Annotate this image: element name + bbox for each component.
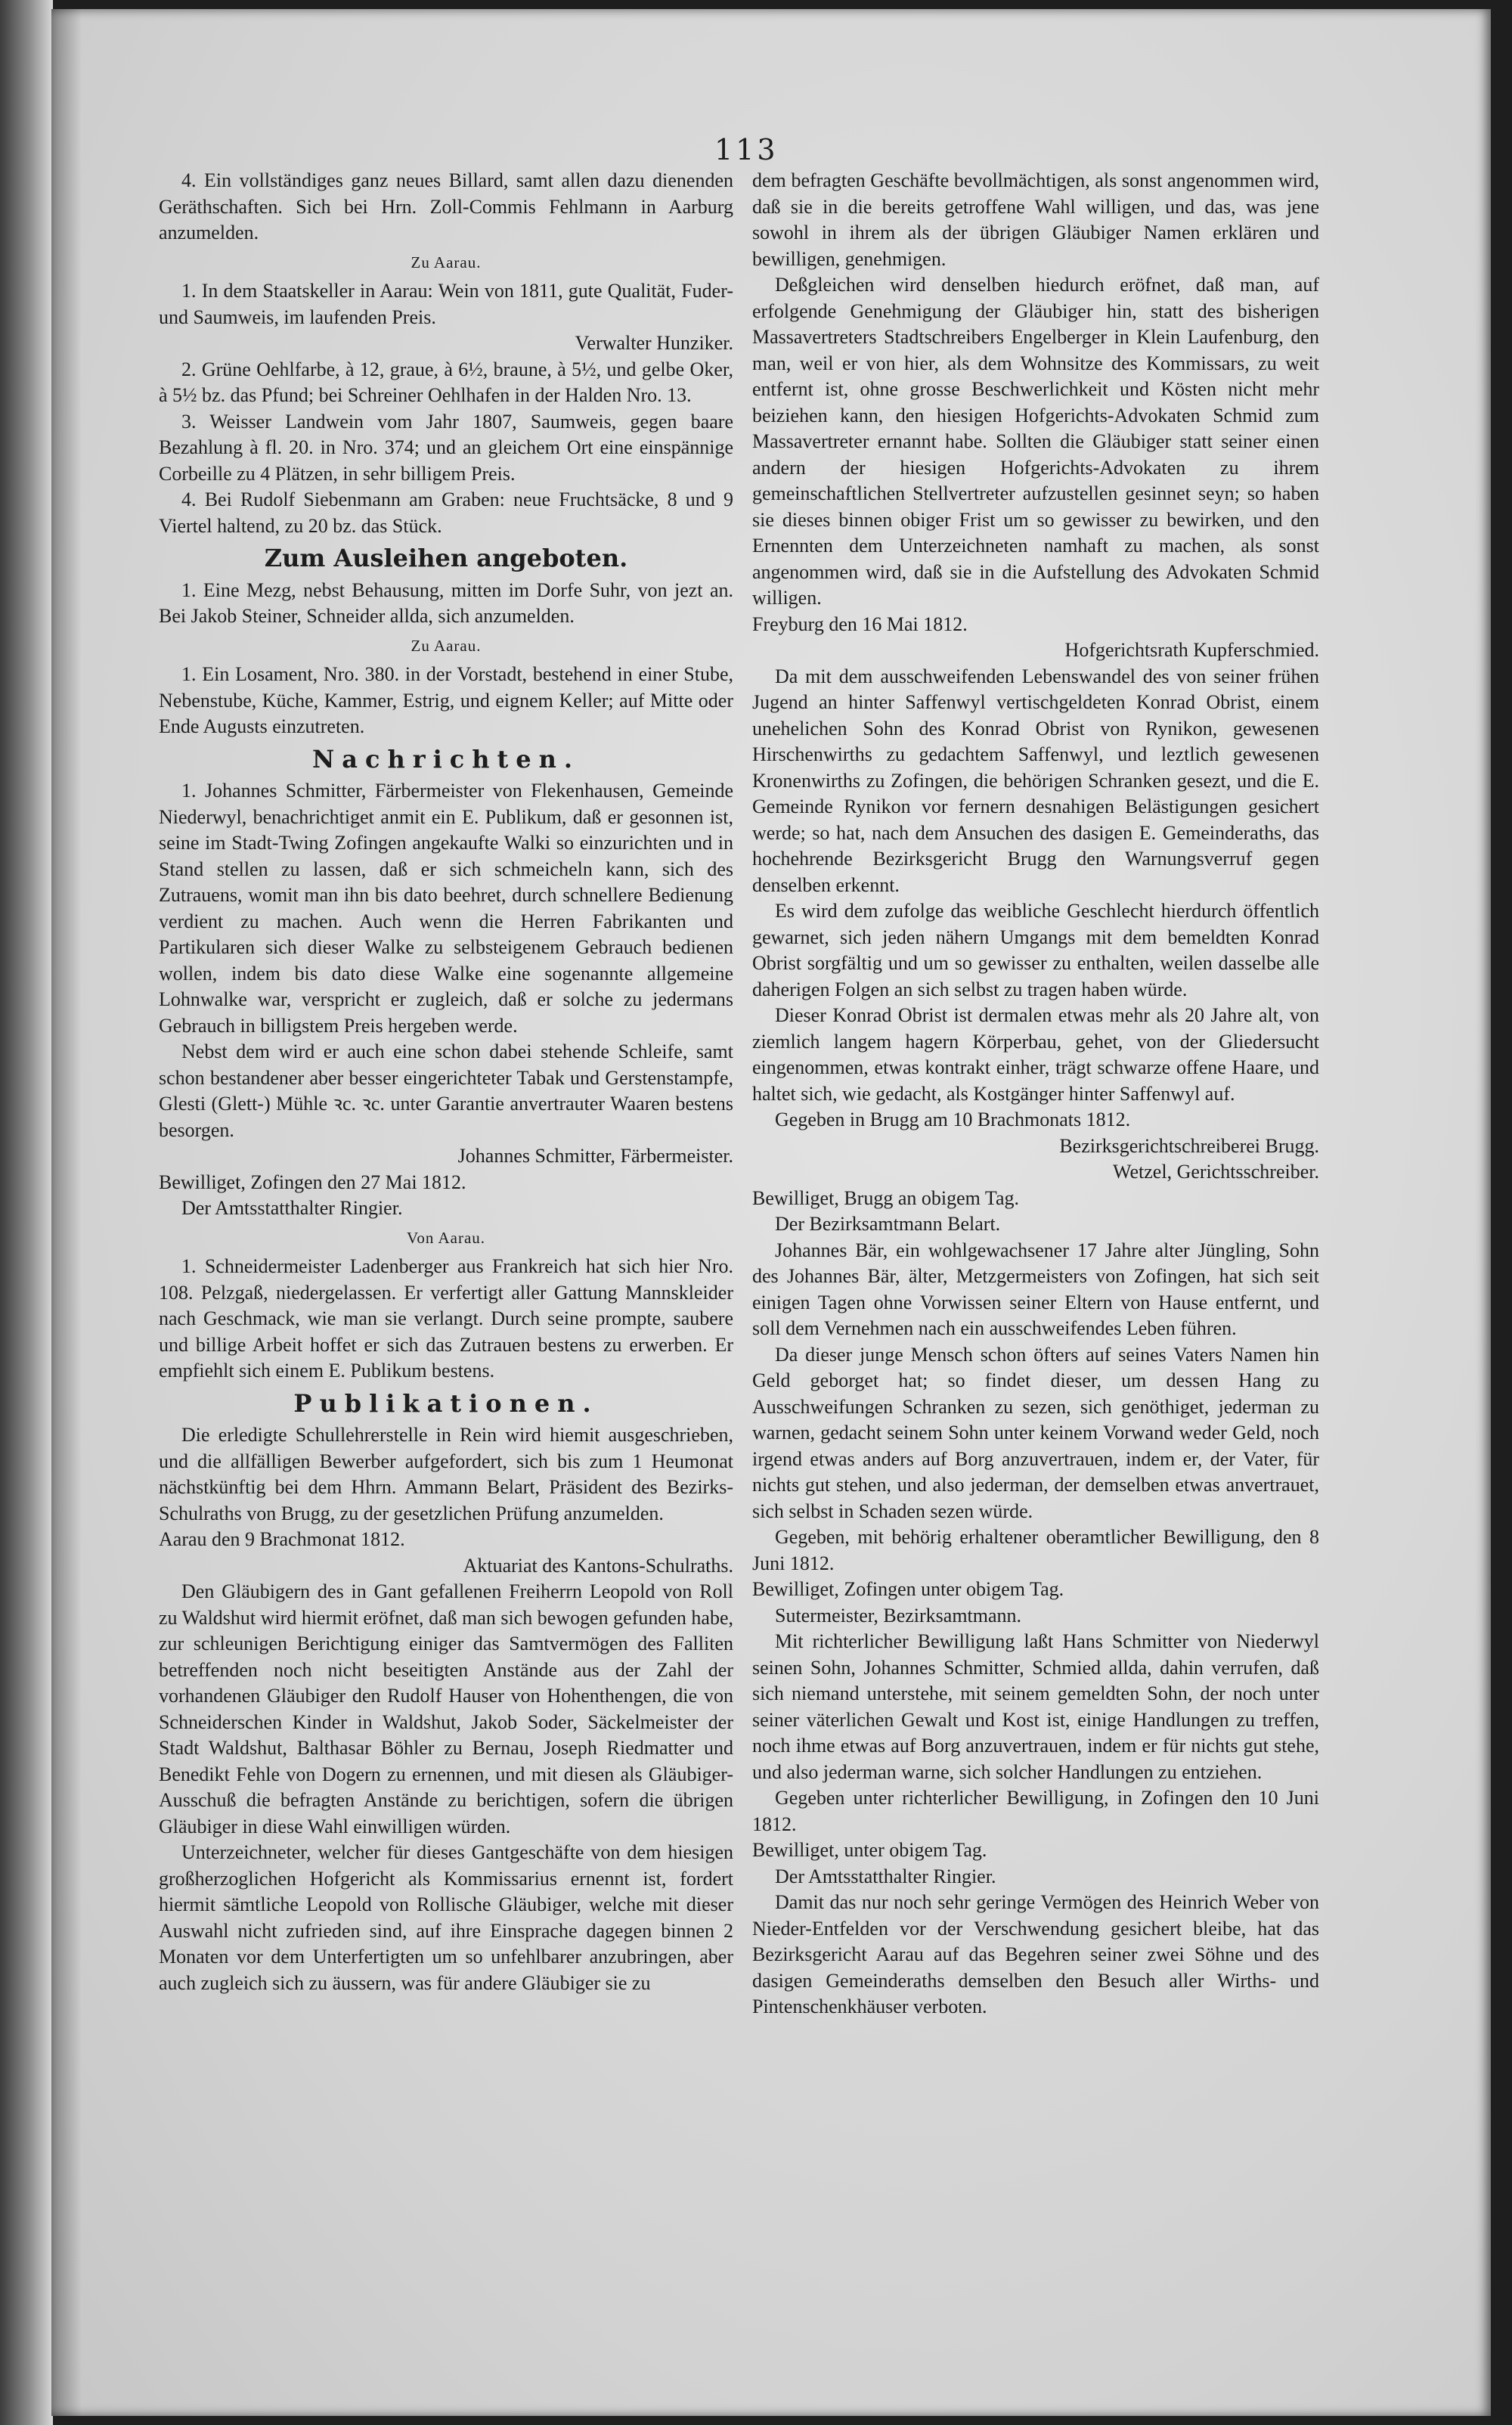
notice-paragraph: Bewilliget, Brugg an obigem Tag. <box>752 1186 1019 1209</box>
notice-paragraph: Bewilliget, Zofingen unter obigem Tag. <box>752 1578 1064 1600</box>
previous-page-edge <box>0 0 53 2425</box>
right-column <box>752 168 1319 2020</box>
notice-paragraph: Wetzel, Gerichtsschreiber. <box>1113 1161 1319 1183</box>
section-heading: Publikationen. <box>293 1388 599 1418</box>
notice-paragraph: 3. Weisser Landwein vom Jahr 1807, Saumweis, gegen baare Bezahlung à fl. 20. in Nro. 374; und an gleichem Ort eine einspännige Corbeille zu 4 Plätzen, in sehr billigem Preis. <box>159 410 733 485</box>
notice-paragraph: Die erledigte Schullehrerstelle in Rein wird hiemit ausgeschrieben, und die allfälligen Bewerber aufgefordert, sich bis zum 1 Heumonat nächstkünftig bei dem Hhrn. Ammann Belart, Präsident des Bezirks-Schulraths von Brugg, zu der gesetzlichen Prüfung anzumelden. <box>159 1424 733 1524</box>
notice-paragraph: Aarau den 9 Brachmonat 1812. <box>159 1528 405 1550</box>
notice-paragraph: Der Amtsstatthalter Ringier. <box>181 1197 403 1219</box>
page-gutter-shadow <box>51 9 82 2416</box>
notice-paragraph: 4. Ein vollständiges ganz neues Billard, samt allen dazu dienenden Geräthschaften. Sich bei Hrn. Zoll-Commis Fehlmann in Aarburg anzumelden. <box>159 169 733 243</box>
notice-paragraph: Da mit dem ausschweifenden Lebenswandel des von seiner frühen Jugend an hinter Saffenwyl vertischgeldeten Konrad Obrist, einem unehelichen Sohn des Konrad Obrist von Rynikon, gewesenen Hirschenwirths zu gedachtem Saffenwyl, und leztlich gewesenen Kronenwirths zu Zofingen, die behörigen Schranken gesezt, und die E. Gemeinde Rynikon vor fernern desnahigen Belästigungen gesichert werde; so hat, nach dem Ansuchen des dasigen E. Gemeinderaths, das hochehrende Bezirksgericht Brugg den Warnungsverruf gegen denselben erkennt. <box>752 665 1319 896</box>
notice-paragraph: Hofgerichtsrath Kupferschmied. <box>1064 639 1319 661</box>
notice-paragraph: Es wird dem zufolge das weibliche Geschlecht hierdurch öffentlich gewarnet, sich jeden nähern Umgangs mit dem bemeldten Konrad Obrist sorgfältig und um so gewisser zu enthalten, weilen dasselbe alle daherigen Folgen an sich selbst zu tragen haben würde. <box>752 900 1319 1000</box>
notice-paragraph: Deßgleichen wird denselben hiedurch eröfnet, daß man, auf erfolgende Genehmigung der Gläubiger hin, statt des bisherigen Massavertreters Stadtschreibers Engelberger in Klein Laufenburg, den man, weil er von hier, als dem Wohnsitze des Kommissars, zu weit entfernt ist, ohne grosse Beschwerlichkeit und Kösten nicht mehr beiziehen kann, den hiesigen Hofgerichts-Advokaten Schmid zum Massavertreter ernannt habe. Sollten die Gläubiger statt seiner einen andern der hiesigen Hofgerichts-Advokaten zu ihrem gemeinschaftlichen Stellvertreter aufzustellen gesinnet seyn; so haben sie dieses binnen obiger Frist um so gewisser zu bewirken, und den Ernennten dem Unterzeichneten namhaft zu machen, als sonst angenommen wird, daß sie in die Aufstellung des Advokaten Schmid willigen. <box>752 274 1319 609</box>
notice-paragraph: 1. Schneidermeister Ladenberger aus Frankreich hat sich hier Nro. 108. Pelzgaß, niedergelassen. Er verfertigt aller Gattung Mannskleider nach Geschmack, wie man sie verlangt. Durch seine prompte, saubere und billige Arbeit hoffet er sich das Zutrauen bestens zu erwerben. Er empfiehlt sich einem E. Publikum bestens. <box>159 1255 733 1382</box>
notice-paragraph: Gegeben unter richterlicher Bewilligung, in Zofingen den 10 Juni 1812. <box>752 1787 1319 1835</box>
section-heading: Zum Ausleihen angeboten. <box>264 544 628 572</box>
notice-paragraph: Dieser Konrad Obrist ist dermalen etwas mehr als 20 Jahre alt, von ziemlich langem hagern Körperbau, gehet, von der Gliedersucht eingenommen, etwas kontrakt einher, trägt schwarze offene Haare, und haltet sich, wie gedacht, als Kostgänger hinter Saffenwyl auf. <box>752 1004 1319 1105</box>
notice-paragraph: Verwalter Hunziker. <box>575 332 733 354</box>
notice-paragraph: Johannes Schmitter, Färbermeister. <box>457 1145 733 1167</box>
notice-paragraph: Mit richterlicher Bewilligung laßt Hans Schmitter von Niederwyl seinen Sohn, Johannes Schmitter, Schmied allda, dahin verrufen, daß sich niemand unterstehe, mit seinem gemeldten Sohn, der noch unter seiner väterlichen Gewalt und Kost ist, einige Handlungen zu treffen, noch ihme etwas auf Borg anzuvertrauen, indem er für nichts gut stehe, und also jederman warne, sich solcher Handlungen zu entziehen. <box>752 1630 1319 1783</box>
left-column <box>159 168 733 1996</box>
notice-paragraph: 1. Ein Losament, Nro. 380. in der Vorstadt, bestehend in einer Stube, Nebenstube, Küche, Kammer, Estrig, und eignem Keller; auf Mitte oder Ende Augusts einzutreten. <box>159 663 733 737</box>
notice-paragraph: Der Amtsstatthalter Ringier. <box>775 1865 996 1887</box>
notice-paragraph: Unterzeichneter, welcher für dieses Gantgeschäfte von dem hiesigen großherzoglichen Hofgericht als Kommissarius ernennt ist, fordert hiermit sämtliche Leopold von Rollische Gläubiger, welche mit dieser Auswahl nicht zufrieden sind, auf ihre Einsprache dagegen binnen 2 Monaten vor dem Unterfertigten um so unfehlbarer anzubringen, aber auch zugleich sich zu äussern, was für andere Gläubiger sie zu <box>159 1841 733 1994</box>
notice-paragraph: Freyburg den 16 Mai 1812. <box>752 612 968 635</box>
notice-paragraph: Da dieser junge Mensch schon öfters auf seines Vaters Namen hin Geld geborget hat; so findet dieser, um dessen Hang zu Ausschweifungen Schranken zu sezen, sich genöthiget, jederman zu warnen, gedacht seinem Sohn unter keinem Vorwand weder Geld, noch irgend etwas anders auf Borg anzuvertrauen, indem er, der Vater, für nichts gut stehen, und also jederman, der demselben etwas anvertrauet, sich selbst in Schaden sezen würde. <box>752 1343 1319 1522</box>
location-subheading: Von Aarau. <box>406 1228 486 1247</box>
notice-paragraph: Damit das nur noch sehr geringe Vermögen des Heinrich Weber von Nieder-Entfelden vor der Verschwendung gesichert bleibe, hat das Bezirksgericht Aarau auf das Begehren seiner zwei Söhne und des dasigen Gemeinderaths demselben den Besuch aller Wirths- und Pintenschenkhäuser verboten. <box>752 1891 1319 2017</box>
notice-paragraph: dem befragten Geschäfte bevollmächtigen, als sonst angenommen wird, daß sie in die bereits getroffene Wahl willigen, und das, was jene sowohl in ihrem als der übrigen Gläubiger Namen erklären und bewilligen, genehmigen. <box>752 169 1319 270</box>
notice-paragraph: Bewilliget, unter obigem Tag. <box>752 1839 987 1861</box>
notice-paragraph: Den Gläubigern des in Gant gefallenen Freiherrn Leopold von Roll zu Waldshut wird hiermit eröfnet, daß man sich bewogen gefunden habe, zur schleunigen Berichtigung einiger das Samtvermögen des Falliten betreffenden noch nicht beseitigten Anstände aus der Zahl der vorhandenen Gläubiger den Rudolf Hauser von Hohenthengen, die von Schneiderschen Kinder in Waldshut, Jakob Soder, Säckelmeister der Stadt Waldshut, Balthasar Böhler zu Bernau, Joseph Riedmatter und Benedikt Fehle von Dogern zu ernennen, und mit diesen als Gläubiger-Ausschuß die befragten Anstände zu berichtigen, sofern die übrigen Gläubiger in diese Wahl einwilligen würden. <box>159 1580 733 1837</box>
location-subheading: Zu Aarau. <box>411 636 482 655</box>
notice-paragraph: 2. Grüne Oehlfarbe, à 12, graue, à 6½, braune, à 5½, und gelbe Oker, à 5½ bz. das Pfund; bei Schreiner Oehlhafen in der Halden Nro. 13. <box>159 358 733 406</box>
section-heading: Nachrichten. <box>311 744 581 774</box>
notice-paragraph: Sutermeister, Bezirksamtmann. <box>775 1604 1022 1626</box>
notice-paragraph: 1. Eine Mezg, nebst Behausung, mitten im Dorfe Suhr, von jezt an. Bei Jakob Steiner, Schneider allda, sich anzumelden. <box>159 578 733 627</box>
notice-paragraph: 4. Bei Rudolf Siebenmann am Graben: neue Fruchtsäcke, 8 und 9 Viertel haltend, zu 20 bz. das Stück. <box>159 488 733 537</box>
notice-paragraph: Johannes Bär, ein wohlgewachsener 17 Jahre alter Jüngling, Sohn des Johannes Bär, älter, Metzgermeisters von Zofingen, hat sich seit einigen Tagen ohne Vorwissen seiner Eltern von Hause entfernt, und soll dem Vernehmen nach ein ausschweifendes Leben führen. <box>752 1239 1319 1339</box>
notice-paragraph: Aktuariat des Kantons-Schulraths. <box>463 1554 733 1577</box>
notice-paragraph: 1. In dem Staatskeller in Aarau: Wein von 1811, gute Qualität, Fuder- und Saumweis, im laufenden Preis. <box>159 280 733 328</box>
location-subheading: Zu Aarau. <box>411 253 482 271</box>
notice-paragraph: Bewilliget, Zofingen den 27 Mai 1812. <box>159 1171 466 1193</box>
notice-paragraph: Der Bezirksamtmann Belart. <box>775 1213 1001 1235</box>
notice-paragraph: Nebst dem wird er auch eine schon dabei stehende Schleife, samt schon bestandener aber besser eingerichteter Tabak und Gerstenstampfe, Glesti (Glett-) Mühle ꝛc. ꝛc. unter Garantie anvertrauter Waaren bestens besorgen. <box>159 1040 733 1141</box>
notice-paragraph: Bezirksgerichtschreiberei Brugg. <box>1059 1134 1319 1157</box>
page-number: 113 <box>714 133 779 166</box>
notice-paragraph: 1. Johannes Schmitter, Färbermeister von Flekenhausen, Gemeinde Niederwyl, benachrichtiget anmit ein E. Publikum, daß er gesonnen ist, seine im Stadt-Twing Zofingen angekaufte Walki so einzurichten und in Stand stellen zu lassen, daß er sich schmeicheln kann, sich des Zutrauens, womit man ihn bis dato beehret, durch schnellere Bedienung verdient zu machen. Auch wenn die Herren Fabrikanten und Partikularen sich dieser Walke zu selbsteigenem Gebrauch bedienen wollen, indem bis dato diese Walke eine sogenannte allgemeine Lohnwalke war, verspricht er zugleich, daß er solche zu jedermans Gebrauch in billigstem Preis hergeben werde. <box>159 780 733 1037</box>
notice-paragraph: Gegeben, mit behörig erhaltener oberamtlicher Bewilligung, den 8 Juni 1812. <box>752 1526 1319 1574</box>
notice-paragraph: Gegeben in Brugg am 10 Brachmonats 1812. <box>775 1109 1131 1130</box>
